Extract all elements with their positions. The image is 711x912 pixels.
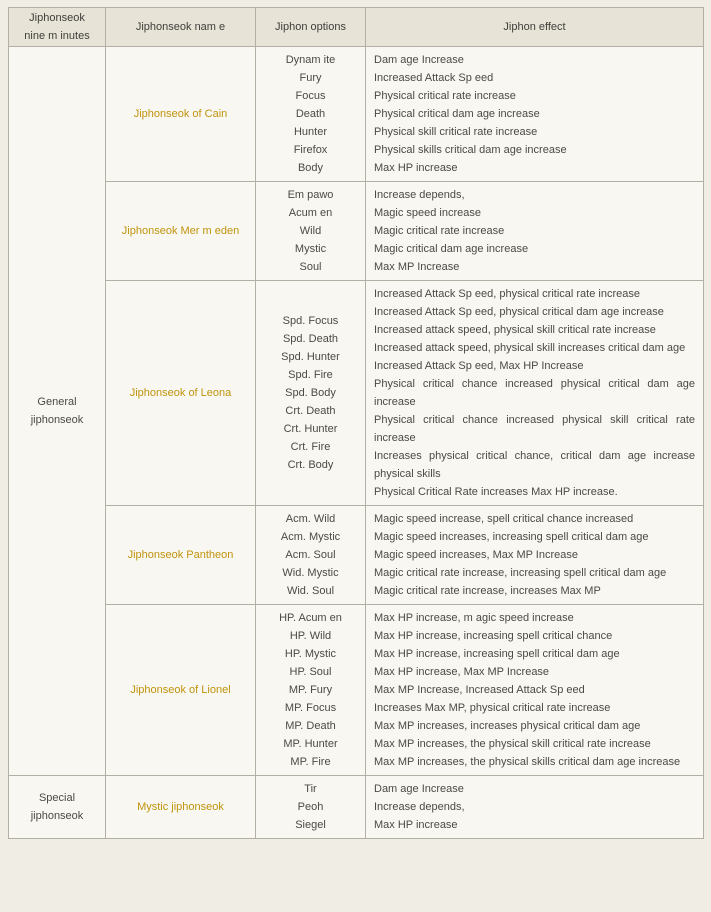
option-line: Acm. Mystic	[280, 531, 341, 543]
jiphonseok-name-label: Jiphonseok of Cain	[133, 108, 228, 120]
options-cell	[256, 47, 366, 182]
option-line: Mystic	[294, 243, 327, 255]
table-row	[9, 182, 704, 281]
effect-line: Magic speed increases, Max MP Increase	[374, 549, 578, 561]
option-line: Spd. Death	[282, 333, 339, 345]
option-line: Firefox	[293, 144, 328, 156]
effect-line: Magic critical rate increase, increasing spell critical dam age	[374, 567, 667, 579]
name-cell	[106, 776, 256, 839]
jiphonseok-table	[8, 7, 704, 839]
effect-line: Max HP increase, Max MP Increase	[374, 666, 550, 678]
options-cell	[256, 776, 366, 839]
jiphonseok-name-label: Jiphonseok Mer m eden	[121, 225, 240, 237]
option-line: HP. Mystic	[284, 648, 337, 660]
effect-line: Physical Critical Rate increases Max HP increase.	[374, 486, 618, 498]
effects-cell	[366, 776, 704, 839]
options-cell	[256, 281, 366, 506]
table-row	[9, 506, 704, 605]
effects-cell	[366, 605, 704, 776]
table-body	[9, 47, 704, 839]
header-cell-effect: Jiphon effect	[366, 8, 704, 47]
effect-line: Physical critical chance increased physical critical dam age increase	[374, 378, 695, 408]
options-cell	[256, 506, 366, 605]
option-line: Siegel	[295, 819, 326, 831]
effect-line: Increased attack speed, physical skill increases critical dam age	[374, 342, 686, 354]
effect-line: Dam age Increase	[374, 783, 464, 795]
effect-line: Max MP Increase, Increased Attack Sp eed	[374, 684, 585, 696]
name-cell	[106, 281, 256, 506]
header-cell-options: Jiphon options	[256, 8, 366, 47]
option-line: Spd. Hunter	[281, 351, 340, 363]
effect-line: Physical critical chance increased physical skill critical rate increase	[374, 414, 695, 444]
effect-line: Increased attack speed, physical skill critical rate increase	[374, 324, 656, 336]
effect-line: Increase depends,	[374, 189, 465, 201]
header-cell-name: Jiphonseok nam e	[106, 8, 256, 47]
option-line: Acm. Wild	[285, 513, 336, 525]
effect-line: Max HP increase, increasing spell critical dam age	[374, 648, 620, 660]
option-line: Wid. Mystic	[282, 567, 339, 579]
effect-line: Magic speed increase, spell critical chance increased	[374, 513, 634, 525]
group-label: General jiphonseok	[30, 396, 84, 426]
effect-line: Max MP increases, increases physical critical dam age	[374, 720, 641, 732]
option-line: Focus	[295, 90, 326, 102]
option-line: Death	[295, 108, 326, 120]
effect-line: Magic speed increase	[374, 207, 482, 219]
option-line: Dynam ite	[285, 54, 336, 66]
option-line: Tir	[304, 783, 317, 795]
header-group-line2: nine m inutes	[24, 30, 90, 42]
option-line: Fury	[299, 72, 322, 84]
header-row	[9, 8, 704, 47]
option-line: Spd. Fire	[288, 369, 333, 381]
option-line: Soul	[299, 261, 322, 273]
name-cell	[106, 605, 256, 776]
effect-line: Max HP increase	[374, 819, 458, 831]
name-cell	[106, 182, 256, 281]
effect-line: Dam age Increase	[374, 54, 464, 66]
effect-line: Max HP increase	[374, 162, 458, 174]
effect-line: Max MP increases, the physical skills critical dam age increase	[374, 756, 681, 768]
table-header	[9, 8, 704, 47]
option-line: HP. Acum en	[279, 612, 342, 624]
option-line: MP. Fury	[288, 684, 333, 696]
table-row	[9, 281, 704, 506]
jiphonseok-name-label: Mystic jiphonseok	[137, 801, 224, 813]
group-cell	[9, 776, 106, 839]
effect-line: Magic speed increases, increasing spell critical dam age	[374, 531, 649, 543]
jiphonseok-name-label: Jiphonseok Pantheon	[127, 549, 234, 561]
effect-line: Max HP increase, m agic speed increase	[374, 612, 574, 624]
option-line: MP. Death	[285, 720, 336, 732]
name-cell	[106, 47, 256, 182]
effect-line: Increase depends,	[374, 801, 465, 813]
option-line: MP. Focus	[284, 702, 337, 714]
effect-line: Increases Max MP, physical critical rate increase	[374, 702, 611, 714]
effects-cell	[366, 281, 704, 506]
effects-cell	[366, 182, 704, 281]
options-cell	[256, 605, 366, 776]
effect-line: Increased Attack Sp eed, Max HP Increase	[374, 360, 584, 372]
effect-line: Increased Attack Sp eed	[374, 72, 494, 84]
effect-line: Increased Attack Sp eed, physical critical rate increase	[374, 288, 640, 300]
effect-line: Magic critical rate increase, increases Max MP	[374, 585, 601, 597]
jiphonseok-name-label: Jiphonseok of Lionel	[130, 684, 231, 696]
header-group-line1: Jiphonseok	[29, 12, 85, 24]
group-label: Special jiphonseok	[30, 792, 84, 822]
option-line: Crt. Death	[285, 405, 336, 417]
option-line: Crt. Body	[287, 459, 334, 471]
effect-line: Physical skill critical rate increase	[374, 126, 538, 138]
effect-line: Physical critical dam age increase	[374, 108, 540, 120]
option-line: Body	[297, 162, 324, 174]
option-line: Hunter	[293, 126, 328, 138]
option-line: Acum en	[288, 207, 333, 219]
effect-line: Max HP increase, increasing spell critical chance	[374, 630, 613, 642]
table-row	[9, 776, 704, 839]
effect-line: Max MP Increase	[374, 261, 460, 273]
effect-line: Magic critical dam age increase	[374, 243, 529, 255]
table-row	[9, 47, 704, 182]
effects-cell	[366, 506, 704, 605]
table-row	[9, 605, 704, 776]
option-line: Peoh	[297, 801, 324, 813]
name-cell	[106, 506, 256, 605]
option-line: Crt. Fire	[290, 441, 331, 453]
options-cell	[256, 182, 366, 281]
option-line: Spd. Body	[285, 387, 336, 399]
option-line: MP. Hunter	[283, 738, 338, 750]
option-line: Acm. Soul	[285, 549, 336, 561]
option-line: HP. Soul	[289, 666, 332, 678]
group-cell	[9, 47, 106, 776]
effect-line: Increases physical critical chance, critical dam age increase physical skills	[374, 450, 695, 480]
option-line: Em pawo	[287, 189, 334, 201]
jiphonseok-name-label: Jiphonseok of Leona	[129, 387, 232, 399]
option-line: MP. Fire	[290, 756, 331, 768]
effect-line: Physical critical rate increase	[374, 90, 516, 102]
effect-line: Magic critical rate increase	[374, 225, 505, 237]
effect-line: Physical skills critical dam age increase	[374, 144, 567, 156]
option-line: Wild	[299, 225, 322, 237]
effects-cell	[366, 47, 704, 182]
header-cell-group	[9, 8, 106, 47]
option-line: HP. Wild	[289, 630, 332, 642]
effect-line: Increased Attack Sp eed, physical critical dam age increase	[374, 306, 664, 318]
option-line: Crt. Hunter	[283, 423, 338, 435]
option-line: Wid. Soul	[286, 585, 335, 597]
option-line: Spd. Focus	[282, 315, 339, 327]
effect-line: Max MP increases, the physical skill critical rate increase	[374, 738, 651, 750]
